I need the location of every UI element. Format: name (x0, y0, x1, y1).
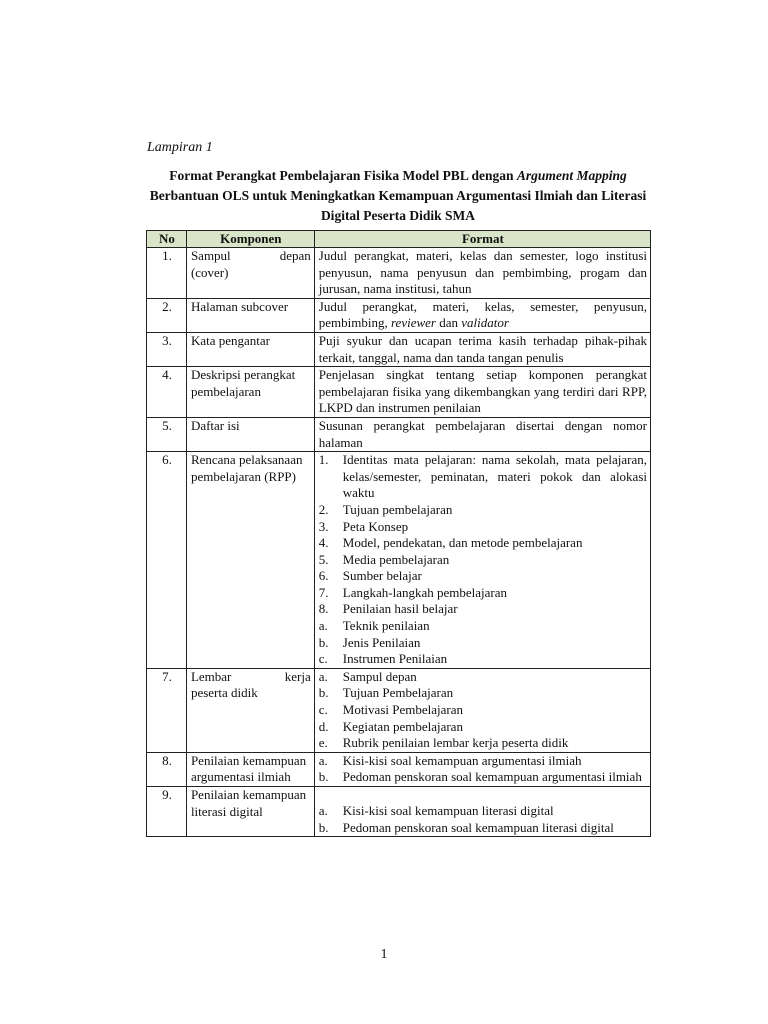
list-marker: 2. (318, 501, 329, 517)
list-item (319, 552, 647, 569)
list-item (319, 753, 647, 770)
list-marker: b. (318, 769, 329, 785)
list-text: Teknik penilaian (342, 618, 430, 634)
row-component: Kata pengantar (186, 332, 314, 366)
component-word: kerja (284, 668, 311, 684)
list-marker: 5. (318, 551, 329, 567)
list-marker: d. (318, 718, 329, 734)
list-marker: 8. (318, 601, 329, 617)
list-marker: b. (318, 634, 329, 650)
header-no: No (147, 231, 187, 248)
list-item (319, 769, 647, 786)
list-marker: 6. (318, 568, 329, 584)
row-component: Penilaian kemampuan literasi digital (186, 787, 314, 837)
table-row (147, 668, 651, 752)
format-text: dan (435, 315, 462, 331)
row-number: 7. (147, 668, 187, 752)
list-item (319, 535, 647, 552)
list-text: Jenis Penilaian (342, 634, 421, 650)
row-format (314, 452, 650, 669)
list-text: Instrumen Penilaian (342, 651, 448, 667)
title-part-1: Format Perangkat Pembelajaran Fisika Model PBL dengan (169, 168, 517, 183)
list-marker: a. (318, 668, 328, 684)
format-list (319, 452, 647, 668)
row-number: 8. (147, 752, 187, 786)
list-text: Kisi-kisi soal kemampuan literasi digital (342, 803, 554, 818)
list-text: Penilaian hasil belajar (342, 601, 458, 617)
format-table (146, 230, 651, 837)
table-row (147, 248, 651, 299)
row-number: 9. (147, 787, 187, 837)
list-text: Tujuan Pembelajaran (342, 685, 454, 701)
table-row (147, 332, 651, 366)
list-item (319, 519, 647, 536)
list-marker: a. (318, 803, 328, 818)
row-component (186, 248, 314, 299)
format-italic: reviewer (390, 315, 436, 331)
list-text: Kegiatan pembelajaran (342, 718, 463, 734)
row-format (314, 668, 650, 752)
row-format: Puji syukur dan ucapan terima kasih terhadap pihak-pihak terkait, tanggal, nama dan tanda tangan penulis (314, 332, 650, 366)
format-italic: validator (461, 315, 509, 331)
list-marker: 1. (318, 452, 329, 468)
list-item (319, 803, 647, 820)
table-row (147, 752, 651, 786)
list-item (319, 568, 647, 585)
list-item (319, 685, 647, 702)
list-text: Langkah-langkah pembelajaran (342, 584, 507, 600)
format-text: Judul perangkat, materi, kelas, semester, penyusun, pembimbing, (318, 298, 647, 331)
list-marker: b. (318, 685, 329, 701)
row-number: 4. (147, 367, 187, 418)
row-number: 3. (147, 332, 187, 366)
list-text: Kisi-kisi soal kemampuan argumentasi ilmiah (342, 752, 582, 768)
table-row (147, 452, 651, 669)
list-text: Peta Konsep (342, 518, 409, 534)
row-number: 1. (147, 248, 187, 299)
list-item (319, 635, 647, 652)
title-part-2: Berbantuan OLS untuk Meningkatkan Kemampuan Argumentasi Ilmiah dan Literasi Digital Peserta Didik SMA (149, 188, 647, 223)
list-marker: 4. (318, 535, 329, 551)
table-header-row (147, 231, 651, 248)
list-item (319, 601, 647, 618)
list-item (319, 735, 647, 752)
list-item (319, 719, 647, 736)
list-text: Sumber belajar (342, 568, 422, 584)
table-row (147, 417, 651, 451)
list-item (319, 651, 647, 668)
row-format (314, 787, 650, 837)
row-number: 6. (147, 452, 187, 669)
row-component (186, 668, 314, 752)
list-item (319, 820, 647, 837)
list-text: Identitas mata pelajaran: nama sekolah, mata pelajaran, kelas/semester, peminatan, materi pokok dan alokasi waktu (342, 452, 647, 501)
format-list (319, 669, 647, 752)
row-component: Halaman subcover (186, 298, 314, 332)
component-line: (cover) (190, 264, 229, 280)
component-word: Sampul (190, 248, 231, 263)
table-row (147, 367, 651, 418)
list-text: Media pembelajaran (342, 551, 450, 567)
format-list (319, 803, 647, 836)
row-format: Penjelasan singkat tentang setiap komponen perangkat pembelajaran fisika yang dikembangkan yang terdiri dari RPP, LKPD dan instrumen penilaian (314, 367, 650, 418)
row-number: 2. (147, 298, 187, 332)
list-item (319, 502, 647, 519)
document-title (146, 166, 650, 226)
row-component: Rencana pelaksanaan pembelajaran (RPP) (186, 452, 314, 669)
row-format: Judul perangkat, materi, kelas dan semester, logo institusi penyusun, nama penyusun dan pembimbing, progam dan jurusan, nama institusi, tahun (314, 248, 650, 299)
title-italic-term: Argument Mapping (516, 168, 627, 183)
list-marker: b. (318, 819, 329, 835)
list-marker: a. (318, 618, 328, 634)
appendix-label: Lampiran 1 (147, 140, 213, 155)
list-text: Rubrik penilaian lembar kerja peserta didik (342, 735, 569, 751)
component-word: depan (279, 248, 311, 263)
list-item (319, 669, 647, 686)
component-word: Lembar (190, 668, 232, 684)
list-item (319, 702, 647, 719)
page-number: 1 (380, 947, 388, 962)
list-text: Pedoman penskoran soal kemampuan literasi digital (342, 819, 614, 835)
list-marker: 7. (318, 584, 329, 600)
list-text: Pedoman penskoran soal kemampuan argumentasi ilmiah (342, 769, 642, 785)
list-text: Tujuan pembelajaran (342, 501, 453, 517)
list-marker: c. (318, 651, 328, 667)
component-line: peserta didik (190, 685, 258, 701)
list-item (319, 618, 647, 635)
row-format (314, 752, 650, 786)
table-row (147, 787, 651, 837)
row-component: Daftar isi (186, 417, 314, 451)
header-format: Format (314, 231, 650, 248)
list-marker: 3. (318, 518, 329, 534)
list-marker: a. (318, 752, 328, 768)
row-component: Deskripsi perangkat pembelajaran (186, 367, 314, 418)
list-item (319, 452, 647, 502)
list-marker: c. (318, 702, 328, 718)
list-marker: e. (318, 735, 328, 751)
list-text: Sampul depan (342, 668, 417, 684)
table-row (147, 298, 651, 332)
list-text: Model, pendekatan, dan metode pembelajaran (342, 535, 583, 551)
list-text: Motivasi Pembelajaran (342, 702, 463, 718)
list-item (319, 585, 647, 602)
row-component: Penilaian kemampuan argumentasi ilmiah (186, 752, 314, 786)
row-format: Susunan perangkat pembelajaran disertai dengan nomor halaman (314, 417, 650, 451)
format-list (319, 753, 647, 786)
header-komponen: Komponen (186, 231, 314, 248)
row-number: 5. (147, 417, 187, 451)
row-format (314, 298, 650, 332)
